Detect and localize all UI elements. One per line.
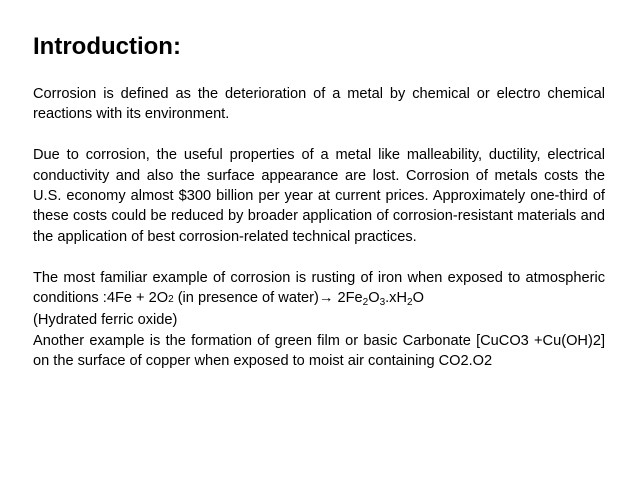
rusting-text-mid: (in presence of water)→ 2Fe	[173, 290, 363, 307]
definition-paragraph: Corrosion is defined as the deterioration of a metal by chemical or electro chemical reactions with its environment.	[33, 86, 605, 123]
oxide-letter: O	[368, 290, 380, 307]
water-oxygen: O	[412, 290, 424, 307]
paragraph-gap	[33, 125, 605, 145]
rusting-paragraph	[33, 268, 605, 311]
o-subscript: 3	[379, 297, 386, 309]
fe-subscript: 2	[362, 297, 369, 309]
oxygen-subscript: 2	[168, 294, 174, 306]
h-subscript: 2	[407, 297, 413, 309]
paragraph-gap	[33, 247, 605, 267]
copper-paragraph: Another example is the formation of green film or basic Carbonate [CuCO3 +Cu(OH)2] on the surface of copper when exposed to moist air containing CO2.O2	[33, 332, 605, 370]
slide-title: Introduction:	[33, 33, 181, 60]
rusting-text-intro: The most familiar example of corrosion is rusting of iron when exposed to atmospheric conditions :4Fe + 2O	[33, 269, 605, 307]
hydrated-ferric-oxide-label: (Hydrated ferric oxide)	[33, 312, 178, 329]
water-text: .xH	[385, 290, 408, 307]
slide-body	[33, 84, 605, 372]
effects-paragraph: Due to corrosion, the useful properties of a metal like malleability, ductility, electrical conductivity and also the surface appearance are lost. Corrosion of metals costs the U.S. economy almost $300 billion per year at current prices. Approximately one-third of these costs could be reduced by broader application of corrosion-resistant materials and the application of best corrosion-related technical practices.	[33, 147, 605, 245]
